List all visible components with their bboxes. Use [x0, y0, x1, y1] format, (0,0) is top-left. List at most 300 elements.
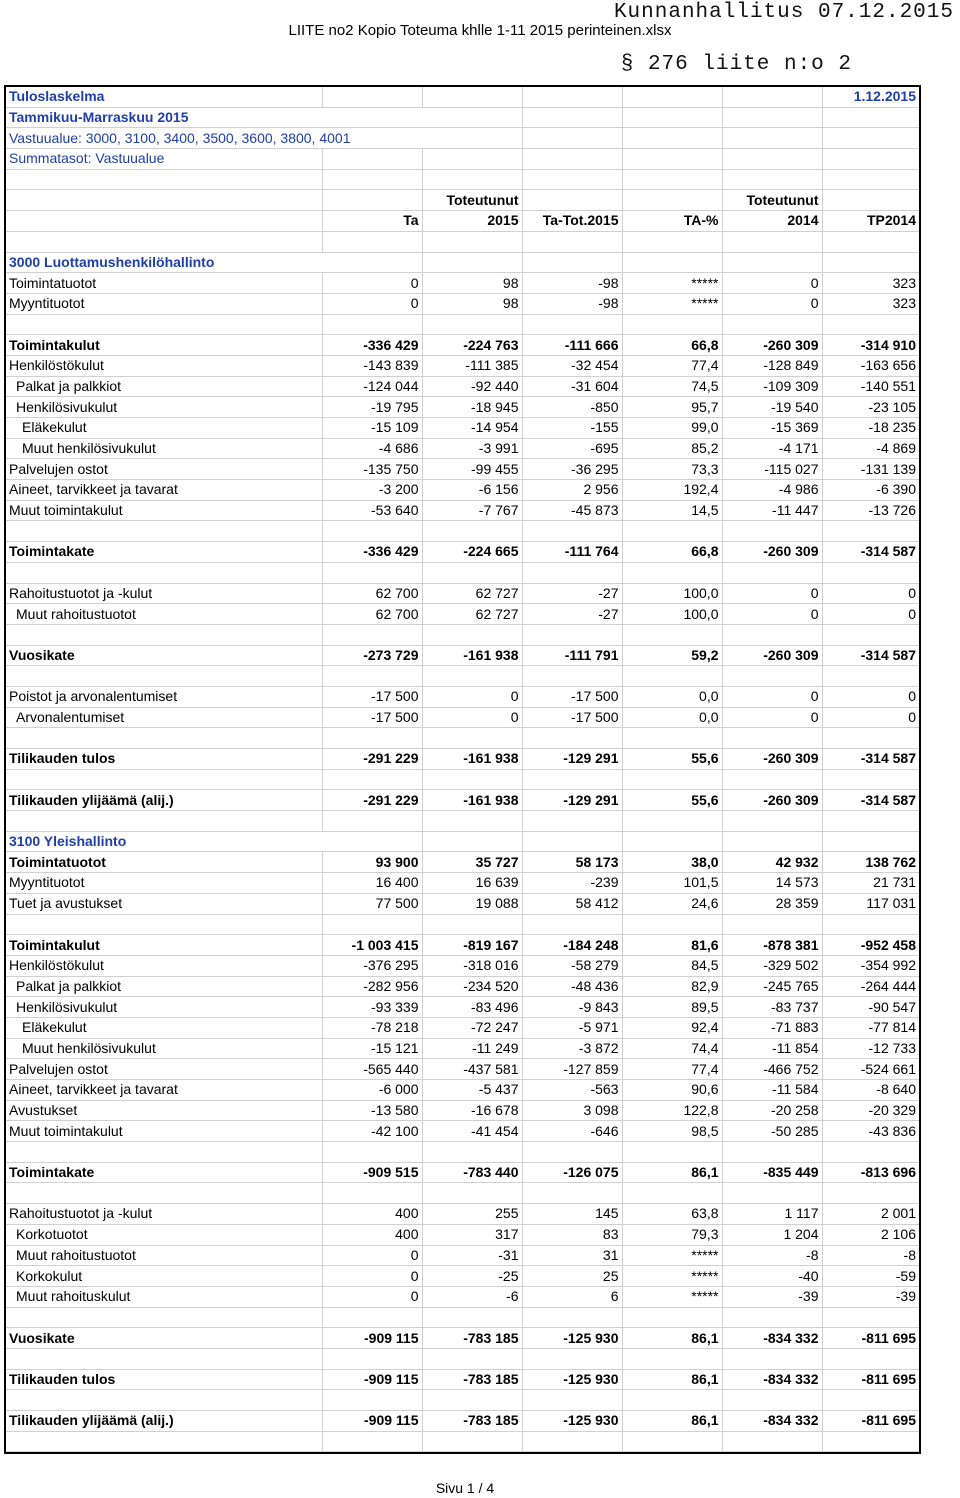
- row-label: Korkokulut: [6, 1266, 322, 1287]
- cell-tp2014: -59: [822, 1266, 919, 1287]
- cell-tot2014: 0: [722, 273, 822, 294]
- col-ta-tot: Ta-Tot.2015: [522, 211, 622, 232]
- cell-ta: 62 700: [322, 604, 422, 625]
- cell-ta-tot: -129 291: [522, 749, 622, 770]
- cell-tot2015: -111 385: [422, 355, 522, 376]
- cell-ta-tot: -111 666: [522, 335, 622, 356]
- cell-tot2015: -92 440: [422, 376, 522, 397]
- row-label: Aineet, tarvikkeet ja tavarat: [6, 1080, 322, 1101]
- table-row: [6, 1286, 919, 1307]
- cell-tot2015: -99 455: [422, 459, 522, 480]
- cell-ta-pct: 192,4: [622, 480, 722, 501]
- cell-tot2015: -14 954: [422, 418, 522, 439]
- cell-ta-pct: 55,6: [622, 790, 722, 811]
- col-tp2014: TP2014: [822, 211, 919, 232]
- table-row: [6, 1059, 919, 1080]
- cell-ta-pct: 14,5: [622, 500, 722, 521]
- cell-tp2014: -77 814: [822, 1017, 919, 1038]
- cell-tp2014: -264 444: [822, 976, 919, 997]
- cell-ta: 62 700: [322, 583, 422, 604]
- cell-tot2014: 1 204: [722, 1224, 822, 1245]
- spacer-row: [6, 1307, 919, 1328]
- cell-tp2014: -314 587: [822, 645, 919, 666]
- cell-ta-pct: 77,4: [622, 1059, 722, 1080]
- cell-ta-pct: *****: [622, 293, 722, 314]
- section-header-row: [6, 831, 919, 852]
- cell-ta: 0: [322, 293, 422, 314]
- row-label: Muut henkilösivukulut: [6, 1038, 322, 1059]
- cell-ta-tot: 31: [522, 1245, 622, 1266]
- table-row: [6, 1080, 919, 1101]
- cell-tp2014: -8: [822, 1245, 919, 1266]
- row-label: Arvonalentumiset: [6, 707, 322, 728]
- row-label: Palkat ja palkkiot: [6, 976, 322, 997]
- cell-ta-tot: -850: [522, 397, 622, 418]
- cell-tot2014: -115 027: [722, 459, 822, 480]
- cell-tot2014: 14 573: [722, 873, 822, 894]
- cell-ta-tot: -646: [522, 1121, 622, 1142]
- meeting-stamp: Kunnanhallitus 07.12.2015: [613, 1, 954, 24]
- table-row: [6, 438, 919, 459]
- table-row: [6, 707, 919, 728]
- cell-ta: -17 500: [322, 686, 422, 707]
- cell-tp2014: -140 551: [822, 376, 919, 397]
- cell-tot2015: -161 938: [422, 645, 522, 666]
- cell-tot2015: 16 639: [422, 873, 522, 894]
- cell-tp2014: -12 733: [822, 1038, 919, 1059]
- cell-ta-tot: -98: [522, 273, 622, 294]
- cell-ta: 0: [322, 1266, 422, 1287]
- cell-ta-tot: 3 098: [522, 1100, 622, 1121]
- cell-ta-pct: *****: [622, 1245, 722, 1266]
- spacer-row: [6, 1431, 919, 1452]
- cell-ta-tot: 2 956: [522, 480, 622, 501]
- cell-ta-pct: 66,8: [622, 335, 722, 356]
- cell-ta: -17 500: [322, 707, 422, 728]
- cell-ta-tot: -129 291: [522, 790, 622, 811]
- cell-tot2014: -8: [722, 1245, 822, 1266]
- cell-ta: -565 440: [322, 1059, 422, 1080]
- spacer-row: [6, 1348, 919, 1369]
- table-row: [6, 376, 919, 397]
- cell-tot2015: 19 088: [422, 893, 522, 914]
- cell-tot2014: -260 309: [722, 335, 822, 356]
- cell-ta-tot: 58 173: [522, 852, 622, 873]
- cell-ta-tot: -98: [522, 293, 622, 314]
- cell-tot2015: 255: [422, 1204, 522, 1225]
- cell-tot2015: -72 247: [422, 1017, 522, 1038]
- cell-tp2014: -354 992: [822, 955, 919, 976]
- cell-tot2015: -41 454: [422, 1121, 522, 1142]
- cell-tot2015: -3 991: [422, 438, 522, 459]
- cell-ta-pct: 79,3: [622, 1224, 722, 1245]
- spacer-row: [6, 231, 919, 252]
- cell-tp2014: -811 695: [822, 1328, 919, 1349]
- row-label: Henkilösivukulut: [6, 397, 322, 418]
- cell-tp2014: -39: [822, 1286, 919, 1307]
- cell-ta: -1 003 415: [322, 935, 422, 956]
- cell-ta-tot: -125 930: [522, 1369, 622, 1390]
- cell-ta: -78 218: [322, 1017, 422, 1038]
- cell-tp2014: -811 695: [822, 1369, 919, 1390]
- spacer-row: [6, 769, 919, 790]
- cell-tot2015: -6: [422, 1286, 522, 1307]
- cell-tot2014: -39: [722, 1286, 822, 1307]
- row-label: Myyntituotot: [6, 293, 322, 314]
- cell-ta: -15 109: [322, 418, 422, 439]
- row-label: Vuosikate: [6, 645, 322, 666]
- cell-ta-pct: 100,0: [622, 604, 722, 625]
- cell-ta-tot: -125 930: [522, 1411, 622, 1432]
- table-row: [6, 583, 919, 604]
- cell-ta-tot: -27: [522, 583, 622, 604]
- cell-ta-pct: 74,5: [622, 376, 722, 397]
- table-row: [6, 355, 919, 376]
- cell-tot2014: -11 447: [722, 500, 822, 521]
- cell-ta-pct: 73,3: [622, 459, 722, 480]
- cell-tp2014: -6 390: [822, 480, 919, 501]
- table-row: [6, 645, 919, 666]
- row-label: Tilikauden tulos: [6, 1369, 322, 1390]
- cell-ta-pct: 101,5: [622, 873, 722, 894]
- cell-ta: 400: [322, 1224, 422, 1245]
- cell-tp2014: -90 547: [822, 997, 919, 1018]
- row-label: Vuosikate: [6, 1328, 322, 1349]
- cell-ta-pct: 86,1: [622, 1411, 722, 1432]
- row-label: Eläkekulut: [6, 1017, 322, 1038]
- cell-tot2014: -50 285: [722, 1121, 822, 1142]
- cell-ta-pct: 66,8: [622, 542, 722, 563]
- table-row: [6, 459, 919, 480]
- cell-ta: 16 400: [322, 873, 422, 894]
- cell-tot2014: 0: [722, 686, 822, 707]
- cell-ta: -909 115: [322, 1369, 422, 1390]
- cell-tot2015: 62 727: [422, 604, 522, 625]
- row-label: Tilikauden ylijäämä (alij.): [6, 1411, 322, 1432]
- spacer-row: [6, 1183, 919, 1204]
- row-label: Tuet ja avustukset: [6, 893, 322, 914]
- cell-ta: -53 640: [322, 500, 422, 521]
- cell-ta-tot: -184 248: [522, 935, 622, 956]
- cell-tot2014: 0: [722, 604, 822, 625]
- cell-tot2014: -466 752: [722, 1059, 822, 1080]
- table-row: [6, 997, 919, 1018]
- cell-tot2015: 35 727: [422, 852, 522, 873]
- cell-tot2014: 0: [722, 293, 822, 314]
- table-row: [6, 480, 919, 501]
- row-label: Muut rahoitustuotot: [6, 604, 322, 625]
- cell-tot2014: -4 171: [722, 438, 822, 459]
- cell-tot2014: -71 883: [722, 1017, 822, 1038]
- table-row: [6, 1204, 919, 1225]
- cell-ta-pct: 84,5: [622, 955, 722, 976]
- table-row: [6, 790, 919, 811]
- cell-ta: -135 750: [322, 459, 422, 480]
- cell-tot2014: -878 381: [722, 935, 822, 956]
- section-title: 3000 Luottamushenkilöhallinto: [6, 252, 422, 273]
- row-label: Aineet, tarvikkeet ja tavarat: [6, 480, 322, 501]
- cell-tot2015: -819 167: [422, 935, 522, 956]
- cell-tp2014: 0: [822, 604, 919, 625]
- cell-ta-tot: -111 791: [522, 645, 622, 666]
- cell-tot2015: -783 440: [422, 1162, 522, 1183]
- cell-ta: -93 339: [322, 997, 422, 1018]
- cell-ta: -336 429: [322, 542, 422, 563]
- appendix-stamp: § 276 liite n:o 2: [620, 53, 852, 76]
- cell-tp2014: -20 329: [822, 1100, 919, 1121]
- spacer-row: [6, 1142, 919, 1163]
- cell-tot2015: -437 581: [422, 1059, 522, 1080]
- table-row: [6, 1162, 919, 1183]
- cell-ta: -282 956: [322, 976, 422, 997]
- cell-tot2014: -83 737: [722, 997, 822, 1018]
- cell-tp2014: 323: [822, 293, 919, 314]
- cell-tot2014: 0: [722, 707, 822, 728]
- cell-tot2015: -18 945: [422, 397, 522, 418]
- row-label: Myyntituotot: [6, 873, 322, 894]
- cell-ta-pct: 85,2: [622, 438, 722, 459]
- cell-tp2014: -43 836: [822, 1121, 919, 1142]
- cell-tp2014: -524 661: [822, 1059, 919, 1080]
- spacer-row: [6, 811, 919, 832]
- cell-tot2014: -20 258: [722, 1100, 822, 1121]
- cell-ta: 77 500: [322, 893, 422, 914]
- cell-ta: -3 200: [322, 480, 422, 501]
- income-statement-table: [6, 87, 919, 1452]
- cell-ta-tot: -126 075: [522, 1162, 622, 1183]
- cell-tot2014: -329 502: [722, 955, 822, 976]
- cell-tot2014: 28 359: [722, 893, 822, 914]
- cell-ta-tot: -239: [522, 873, 622, 894]
- period-row: [6, 107, 919, 128]
- cell-ta-tot: -111 764: [522, 542, 622, 563]
- table-row: [6, 604, 919, 625]
- cell-ta: -376 295: [322, 955, 422, 976]
- table-row: [6, 500, 919, 521]
- cell-ta: -291 229: [322, 790, 422, 811]
- cell-ta-pct: 74,4: [622, 1038, 722, 1059]
- cell-tot2015: -11 249: [422, 1038, 522, 1059]
- cell-tot2014: -11 584: [722, 1080, 822, 1101]
- cell-tot2015: -161 938: [422, 790, 522, 811]
- cell-tot2014: -834 332: [722, 1411, 822, 1432]
- report-period: Tammikuu-Marraskuu 2015: [6, 107, 522, 128]
- cell-ta-pct: 99,0: [622, 418, 722, 439]
- spacer-row: [6, 666, 919, 687]
- cell-ta-pct: 82,9: [622, 976, 722, 997]
- cell-tp2014: -4 869: [822, 438, 919, 459]
- responsibility-row: [6, 128, 919, 149]
- row-label: Muut rahoituskulut: [6, 1286, 322, 1307]
- cell-tot2015: -16 678: [422, 1100, 522, 1121]
- cell-tot2015: -6 156: [422, 480, 522, 501]
- cell-tp2014: 138 762: [822, 852, 919, 873]
- cell-ta: 400: [322, 1204, 422, 1225]
- cell-ta-tot: -48 436: [522, 976, 622, 997]
- cell-ta: -13 580: [322, 1100, 422, 1121]
- cell-tp2014: -131 139: [822, 459, 919, 480]
- cell-ta-tot: -695: [522, 438, 622, 459]
- cell-tot2015: 317: [422, 1224, 522, 1245]
- cell-ta-tot: -31 604: [522, 376, 622, 397]
- table-row: [6, 397, 919, 418]
- cell-ta: -6 000: [322, 1080, 422, 1101]
- cell-ta: -19 795: [322, 397, 422, 418]
- table-row: [6, 273, 919, 294]
- row-label: Muut rahoitustuotot: [6, 1245, 322, 1266]
- sum-level-row: [6, 149, 919, 170]
- row-label: Toimintakate: [6, 542, 322, 563]
- table-row: [6, 1266, 919, 1287]
- table-row: [6, 873, 919, 894]
- cell-tp2014: -813 696: [822, 1162, 919, 1183]
- row-label: Rahoitustuotot ja -kulut: [6, 1204, 322, 1225]
- table-row: [6, 1411, 919, 1432]
- col-ta: Ta: [322, 211, 422, 232]
- col-tot2014-top: Toteutunut: [722, 190, 822, 211]
- cell-ta-pct: 38,0: [622, 852, 722, 873]
- cell-tot2015: 0: [422, 686, 522, 707]
- cell-tot2015: -783 185: [422, 1328, 522, 1349]
- report-date: 1.12.2015: [822, 87, 919, 107]
- cell-ta-tot: -36 295: [522, 459, 622, 480]
- cell-tot2015: -7 767: [422, 500, 522, 521]
- table-row: [6, 749, 919, 770]
- cell-tot2015: -161 938: [422, 749, 522, 770]
- section-header-row: [6, 252, 919, 273]
- spacer-row: [6, 728, 919, 749]
- page-number: Sivu 1 / 4: [435, 1480, 495, 1496]
- row-label: Tilikauden ylijäämä (alij.): [6, 790, 322, 811]
- sum-level: Summatasot: Vastuualue: [6, 149, 322, 170]
- row-label: Henkilösivukulut: [6, 997, 322, 1018]
- column-header-row-2: [6, 211, 919, 232]
- row-label: Muut toimintakulut: [6, 500, 322, 521]
- cell-tot2015: -31: [422, 1245, 522, 1266]
- row-label: Henkilöstökulut: [6, 355, 322, 376]
- cell-tp2014: -811 695: [822, 1411, 919, 1432]
- row-label: Rahoitustuotot ja -kulut: [6, 583, 322, 604]
- report-title: Tuloslaskelma: [6, 87, 322, 107]
- col-tot2014-bottom: 2014: [722, 211, 822, 232]
- table-row: [6, 686, 919, 707]
- cell-ta: -15 121: [322, 1038, 422, 1059]
- cell-ta-tot: -58 279: [522, 955, 622, 976]
- cell-ta: -336 429: [322, 335, 422, 356]
- cell-ta-pct: 24,6: [622, 893, 722, 914]
- row-label: Palvelujen ostot: [6, 1059, 322, 1080]
- responsibility-areas: Vastuualue: 3000, 3100, 3400, 3500, 3600, 3800, 4001: [6, 128, 522, 149]
- cell-ta: -124 044: [322, 376, 422, 397]
- cell-tot2014: -834 332: [722, 1369, 822, 1390]
- cell-ta-tot: -3 872: [522, 1038, 622, 1059]
- table-row: [6, 935, 919, 956]
- cell-ta-tot: -27: [522, 604, 622, 625]
- cell-ta-pct: 92,4: [622, 1017, 722, 1038]
- row-label: Toimintakulut: [6, 935, 322, 956]
- cell-ta: -909 115: [322, 1328, 422, 1349]
- row-label: Poistot ja arvonalentumiset: [6, 686, 322, 707]
- cell-tot2014: -260 309: [722, 645, 822, 666]
- cell-tp2014: -314 587: [822, 542, 919, 563]
- table-row: [6, 1369, 919, 1390]
- table-row: [6, 542, 919, 563]
- spacer-row: [6, 314, 919, 335]
- cell-ta-tot: 83: [522, 1224, 622, 1245]
- row-label: Tilikauden tulos: [6, 749, 322, 770]
- cell-tot2014: -245 765: [722, 976, 822, 997]
- cell-ta-pct: 86,1: [622, 1328, 722, 1349]
- cell-tot2015: 98: [422, 293, 522, 314]
- cell-ta-pct: 86,1: [622, 1162, 722, 1183]
- row-label: Toimintakate: [6, 1162, 322, 1183]
- cell-ta-pct: 100,0: [622, 583, 722, 604]
- row-label: Eläkekulut: [6, 418, 322, 439]
- cell-tp2014: -314 587: [822, 790, 919, 811]
- cell-ta-pct: 0,0: [622, 707, 722, 728]
- column-header-row-1: [6, 190, 919, 211]
- cell-tot2014: -40: [722, 1266, 822, 1287]
- cell-tp2014: -13 726: [822, 500, 919, 521]
- cell-ta-tot: -9 843: [522, 997, 622, 1018]
- row-label: Toimintatuotot: [6, 852, 322, 873]
- cell-ta-tot: -127 859: [522, 1059, 622, 1080]
- cell-ta-pct: 86,1: [622, 1369, 722, 1390]
- row-label: Muut henkilösivukulut: [6, 438, 322, 459]
- cell-ta-pct: 98,5: [622, 1121, 722, 1142]
- table-row: [6, 335, 919, 356]
- cell-ta: -42 100: [322, 1121, 422, 1142]
- cell-ta-pct: 0,0: [622, 686, 722, 707]
- cell-ta-pct: 89,5: [622, 997, 722, 1018]
- row-label: Avustukset: [6, 1100, 322, 1121]
- cell-tp2014: 0: [822, 707, 919, 728]
- cell-ta-pct: 77,4: [622, 355, 722, 376]
- cell-tp2014: 323: [822, 273, 919, 294]
- spacer-row: [6, 914, 919, 935]
- cell-tp2014: 2 001: [822, 1204, 919, 1225]
- cell-tot2015: 98: [422, 273, 522, 294]
- table-row: [6, 1121, 919, 1142]
- cell-ta: -909 515: [322, 1162, 422, 1183]
- cell-tot2015: -83 496: [422, 997, 522, 1018]
- cell-tp2014: 117 031: [822, 893, 919, 914]
- table-row: [6, 852, 919, 873]
- cell-tp2014: -314 910: [822, 335, 919, 356]
- spacer-row: [6, 624, 919, 645]
- spreadsheet: [4, 85, 921, 1454]
- section-title: 3100 Yleishallinto: [6, 831, 422, 852]
- cell-tp2014: -163 656: [822, 355, 919, 376]
- col-ta-pct: TA-%: [622, 211, 722, 232]
- cell-tp2014: 0: [822, 686, 919, 707]
- cell-tot2014: -260 309: [722, 790, 822, 811]
- cell-ta-tot: -563: [522, 1080, 622, 1101]
- cell-ta-pct: 90,6: [622, 1080, 722, 1101]
- report-title-row: [6, 87, 919, 107]
- cell-ta-tot: -17 500: [522, 686, 622, 707]
- row-label: Muut toimintakulut: [6, 1121, 322, 1142]
- cell-tot2015: -5 437: [422, 1080, 522, 1101]
- cell-tot2015: 62 727: [422, 583, 522, 604]
- cell-ta-pct: *****: [622, 273, 722, 294]
- cell-ta: -273 729: [322, 645, 422, 666]
- cell-tot2015: -224 763: [422, 335, 522, 356]
- row-label: Toimintakulut: [6, 335, 322, 356]
- cell-ta-pct: 122,8: [622, 1100, 722, 1121]
- cell-ta-pct: 95,7: [622, 397, 722, 418]
- cell-ta-pct: 55,6: [622, 749, 722, 770]
